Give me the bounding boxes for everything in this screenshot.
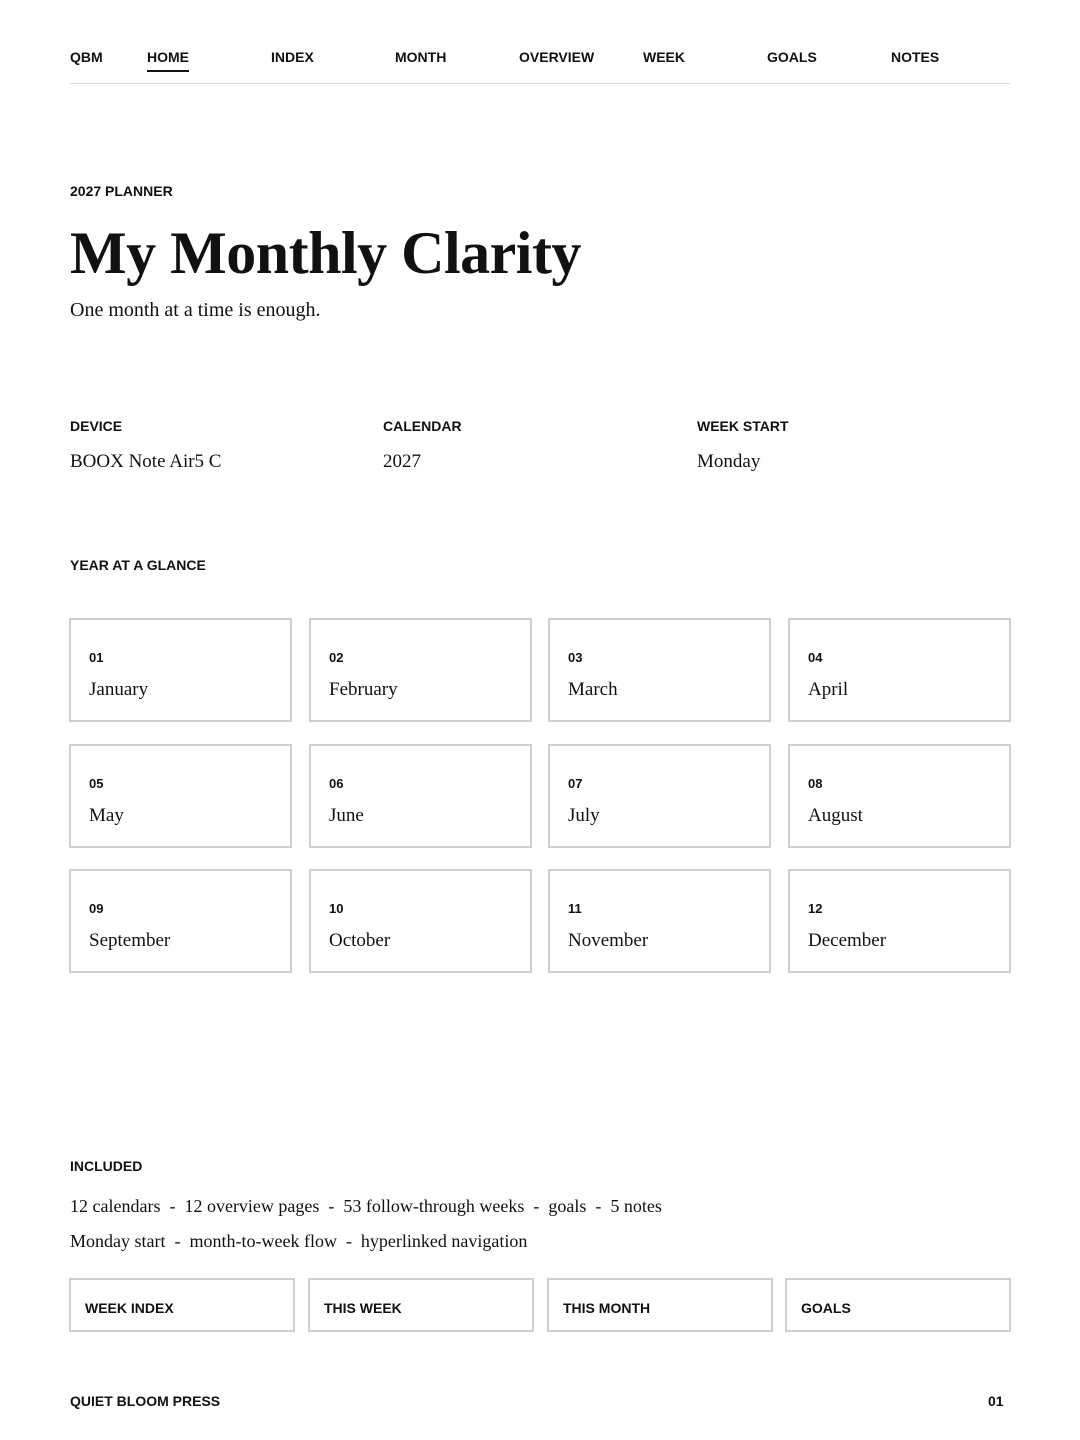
month-number: 02 — [329, 650, 344, 665]
nav-item-overview[interactable]: OVERVIEW — [519, 49, 595, 65]
month-name: March — [568, 679, 618, 700]
planner-eyebrow: 2027 PLANNER — [70, 183, 173, 199]
month-number: 09 — [89, 901, 104, 916]
month-name: May — [89, 805, 124, 826]
nav-item-week[interactable]: WEEK — [643, 49, 685, 65]
month-number: 07 — [568, 776, 583, 791]
month-card-december[interactable] — [788, 869, 1011, 973]
month-number: 08 — [808, 776, 823, 791]
this-month-button[interactable] — [547, 1278, 773, 1332]
meta-calendar — [383, 418, 462, 473]
goals-button[interactable] — [785, 1278, 1011, 1332]
month-name: November — [568, 930, 649, 951]
month-number: 12 — [808, 901, 823, 916]
nav-item-goals[interactable]: GOALS — [767, 49, 817, 65]
included-line-1: 12 calendars - 12 overview pages - 53 follow-through weeks - goals - 5 notes — [70, 1196, 662, 1216]
month-number: 03 — [568, 650, 583, 665]
month-number: 05 — [89, 776, 104, 791]
month-number: 11 — [568, 901, 582, 916]
page-number: 01 — [988, 1393, 1004, 1409]
brand-logo[interactable]: QBM — [70, 49, 103, 65]
month-card-october[interactable] — [309, 869, 532, 973]
month-card-june[interactable] — [309, 744, 532, 848]
month-name: April — [808, 679, 849, 700]
month-number: 01 — [89, 650, 104, 665]
week-index-button-label: WEEK INDEX — [85, 1300, 174, 1316]
month-number: 04 — [808, 650, 823, 665]
goals-button-label: GOALS — [801, 1300, 851, 1316]
publisher-name: QUIET BLOOM PRESS — [70, 1393, 221, 1409]
included-line-2: Monday start - month-to-week flow - hyperlinked navigation — [70, 1231, 528, 1251]
included-label: INCLUDED — [70, 1158, 143, 1174]
month-name: February — [329, 679, 398, 700]
nav-item-notes[interactable]: NOTES — [891, 49, 940, 65]
month-card-august[interactable] — [788, 744, 1011, 848]
this-week-button[interactable] — [308, 1278, 534, 1332]
year-at-a-glance-label: YEAR AT A GLANCE — [70, 557, 206, 573]
month-name: July — [568, 805, 600, 826]
meta-device-label: DEVICE — [70, 418, 123, 434]
month-card-september[interactable] — [69, 869, 292, 973]
month-card-march[interactable] — [548, 618, 771, 722]
meta-device-value: BOOX Note Air5 C — [70, 451, 222, 472]
meta-week-start — [697, 418, 789, 473]
this-week-button-label: THIS WEEK — [324, 1300, 402, 1316]
nav-item-month[interactable]: MONTH — [395, 49, 447, 65]
month-name: August — [808, 805, 863, 826]
week-index-button[interactable] — [69, 1278, 295, 1332]
month-card-november[interactable] — [548, 869, 771, 973]
page-subtitle: One month at a time is enough. — [70, 299, 321, 321]
top-nav — [70, 0, 1010, 84]
month-name: September — [89, 930, 171, 951]
month-card-february[interactable] — [309, 618, 532, 722]
month-name: January — [89, 679, 149, 700]
month-number: 10 — [329, 901, 344, 916]
month-card-january[interactable] — [69, 618, 292, 722]
this-month-button-label: THIS MONTH — [563, 1300, 651, 1316]
meta-calendar-label: CALENDAR — [383, 418, 462, 434]
month-card-july[interactable] — [548, 744, 771, 848]
nav-item-index[interactable]: INDEX — [271, 49, 314, 65]
meta-week-start-label: WEEK START — [697, 418, 789, 434]
meta-calendar-value: 2027 — [383, 451, 421, 472]
meta-device — [70, 418, 221, 473]
month-number: 06 — [329, 776, 344, 791]
month-name: June — [329, 805, 364, 826]
month-card-april[interactable] — [788, 618, 1011, 722]
nav-item-home[interactable]: HOME — [147, 49, 189, 72]
meta-week-start-value: Monday — [697, 451, 761, 472]
month-name: December — [808, 930, 887, 951]
month-card-may[interactable] — [69, 744, 292, 848]
page-title: My Monthly Clarity — [70, 220, 581, 286]
month-name: October — [329, 930, 391, 951]
